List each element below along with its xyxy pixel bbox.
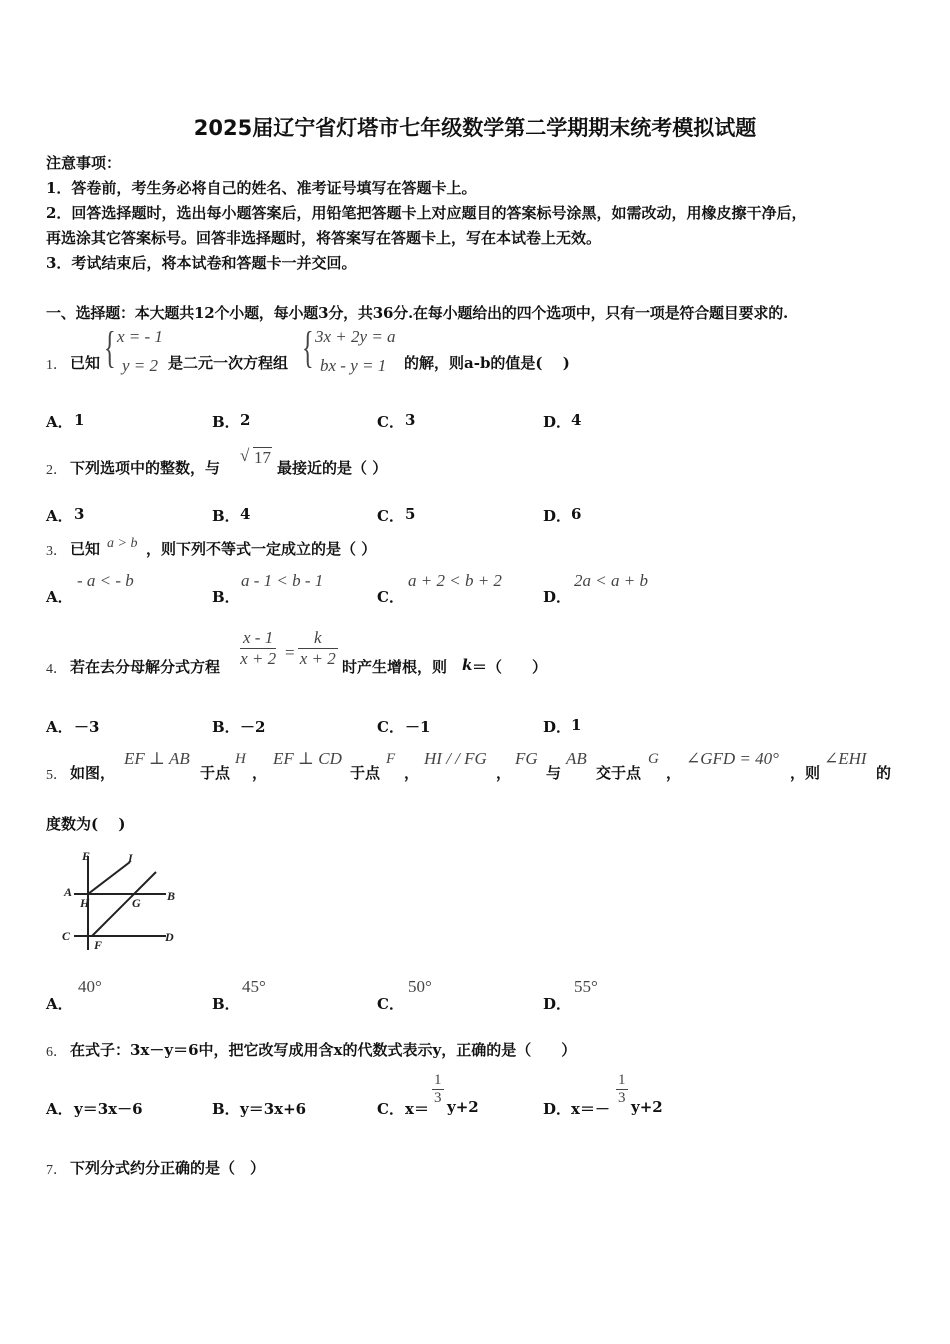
fraction — [240, 628, 276, 669]
option-text: x＝ — [405, 1100, 429, 1118]
question-text: 最接近的是（ ） — [277, 459, 388, 477]
fraction-numerator: k — [298, 628, 338, 649]
question-text: ， — [252, 764, 268, 782]
option-label: C． — [377, 588, 404, 606]
math-expression: G — [648, 751, 659, 767]
figure-label: D — [165, 930, 174, 944]
fraction-denominator: 3 — [434, 1090, 442, 1106]
option-text: x＝－ — [571, 1100, 610, 1118]
page-title: 2025届辽宁省灯塔市七年级数学第二学期期末统考模拟试题 — [193, 116, 757, 140]
sqrt-symbol: √ — [240, 446, 250, 465]
math-expression: FG — [515, 749, 538, 768]
option-text: 45° — [242, 977, 266, 996]
figure-label: F — [94, 938, 103, 952]
option-label: B． — [212, 588, 240, 606]
question-text: 于点 — [200, 764, 231, 782]
option-text: 3 — [74, 505, 85, 523]
question-number: 5． — [46, 768, 67, 783]
option-label: D． — [543, 507, 572, 525]
figure-label: H — [80, 896, 90, 910]
option-label: C． — [377, 718, 404, 736]
option-text: y+2 — [631, 1098, 663, 1116]
math-expression: ∠EHI — [824, 749, 867, 768]
equation-line: x = - 1 — [117, 327, 163, 346]
question-text: ，则下列不等式一定成立的是（ ） — [146, 540, 377, 558]
question-text: 交于点 — [596, 764, 642, 782]
question-text: 度数为( ) — [46, 815, 126, 833]
option-text: y+2 — [447, 1098, 479, 1116]
equation-line: y = 2 — [122, 356, 159, 375]
question-text: 的 — [876, 764, 892, 782]
question-number: 1． — [46, 358, 67, 373]
question-text: 下列选项中的整数，与 — [70, 459, 221, 477]
math-expression: ∠GFD = 40° — [686, 749, 779, 768]
option-text: 2 — [240, 411, 251, 429]
question-text: 若在去分母解分式方程 — [70, 658, 221, 676]
option-label: A． — [46, 1100, 73, 1118]
option-label: D． — [543, 995, 572, 1013]
option-label: A． — [46, 995, 73, 1013]
option-label: C． — [377, 413, 404, 431]
option-text: 50° — [408, 977, 432, 996]
question-text: 于点 — [350, 764, 381, 782]
option-text: 6 — [571, 505, 582, 523]
option-label: C． — [377, 507, 404, 525]
option-text: a - 1 < b - 1 — [241, 571, 324, 590]
option-label: A． — [46, 413, 73, 431]
option-text: －2 — [240, 718, 266, 736]
question-variable: k — [462, 656, 473, 674]
option-label: B． — [212, 995, 240, 1013]
question-number: 7． — [46, 1163, 67, 1178]
option-label: D． — [543, 1100, 572, 1118]
question-number: 6． — [46, 1045, 67, 1060]
question-text: ， — [404, 764, 420, 782]
question-text: 的解，则a-b的值是( ) — [404, 354, 570, 372]
option-label: D． — [543, 588, 572, 606]
fraction-denominator: x + 2 — [240, 649, 277, 668]
question-text: 时产生增根，则 — [342, 658, 448, 676]
option-text: 1 — [74, 411, 85, 429]
fraction — [298, 628, 338, 669]
question-text: 是二元一次方程组 — [168, 354, 289, 372]
figure-label: I — [128, 851, 133, 865]
option-label: B． — [212, 718, 240, 736]
math-expression: AB — [566, 749, 587, 768]
fraction-numerator: 1 — [618, 1072, 626, 1088]
option-label: D． — [543, 413, 572, 431]
option-text: a + 2 < b + 2 — [408, 571, 502, 590]
line-hi — [88, 862, 130, 894]
notice-heading: 注意事项： — [46, 154, 122, 172]
fraction-numerator: 1 — [434, 1072, 442, 1088]
option-text: y＝3x－6 — [74, 1100, 143, 1118]
radicand: 17 — [254, 448, 271, 467]
question-text: ， — [666, 764, 682, 782]
question-text: 下列分式约分正确的是（ ） — [70, 1159, 266, 1177]
question-text: ＝（ ） — [472, 658, 548, 676]
option-text: 5 — [405, 505, 416, 523]
notice-item: 3．考试结束后，将本试卷和答题卡一并交回。 — [46, 254, 357, 272]
option-text: 2a < a + b — [574, 571, 648, 590]
fraction — [616, 1072, 628, 1107]
question-text: ， — [496, 764, 512, 782]
question-text: 在式子：3x－y＝6中，把它改写成用含x的代数式表示y，正确的是（ ） — [70, 1041, 577, 1059]
option-label: D． — [543, 718, 572, 736]
figure-label: G — [132, 896, 141, 910]
option-text: y＝3x+6 — [240, 1100, 307, 1118]
figure-label: E — [82, 849, 91, 863]
figure-label: B — [167, 889, 176, 903]
option-text: 55° — [574, 977, 598, 996]
option-label: A． — [46, 718, 73, 736]
brace-icon: { — [302, 323, 314, 372]
figure-label: A — [64, 885, 73, 899]
geometry-figure — [58, 848, 184, 956]
math-expression: HI / / FG — [424, 749, 487, 768]
math-expression: H — [235, 751, 246, 767]
equals-sign: = — [285, 643, 295, 662]
question-text: 已知 — [70, 354, 101, 372]
equation-line: 3x + 2y = a — [315, 327, 396, 346]
fraction-numerator: x - 1 — [240, 628, 276, 649]
figure-label: C — [62, 929, 71, 943]
option-text: - a < - b — [77, 571, 134, 590]
option-label: B． — [212, 1100, 240, 1118]
option-label: C． — [377, 995, 404, 1013]
option-text: 1 — [571, 716, 582, 734]
fraction-denominator: x + 2 — [299, 649, 336, 668]
question-text: 如图， — [70, 764, 116, 782]
condition: a > b — [107, 536, 138, 551]
option-label: C． — [377, 1100, 404, 1118]
math-expression: EF ⊥ CD — [273, 749, 342, 768]
option-text: 3 — [405, 411, 416, 429]
option-text: －3 — [74, 718, 100, 736]
notice-item: 再选涂其它答案标号。回答非选择题时，将答案写在答题卡上，写在本试卷上无效。 — [46, 229, 602, 247]
brace-icon: { — [104, 323, 116, 372]
question-text: 与 — [546, 764, 562, 782]
math-expression: F — [386, 751, 396, 767]
option-text: 40° — [78, 977, 102, 996]
option-label: A． — [46, 507, 73, 525]
section-heading: 一、选择题：本大题共12个小题，每小题3分，共36分.在每小题给出的四个选项中，只有一项是符合题目要求的. — [46, 304, 789, 322]
option-text: 4 — [571, 411, 582, 429]
option-label: B． — [212, 413, 240, 431]
question-text: 已知 — [70, 540, 101, 558]
option-label: B． — [212, 507, 240, 525]
option-label: A． — [46, 588, 73, 606]
fraction — [432, 1072, 444, 1107]
question-text: ，则 — [790, 764, 821, 782]
option-text: －1 — [405, 718, 431, 736]
option-text: 4 — [240, 505, 251, 523]
line-fg — [92, 872, 156, 936]
question-number: 4． — [46, 662, 67, 677]
fraction-denominator: 3 — [618, 1090, 626, 1106]
notice-item: 1．答卷前，考生务必将自己的姓名、准考证号填写在答题卡上。 — [46, 179, 477, 197]
math-expression: EF ⊥ AB — [124, 749, 190, 768]
notice-item: 2．回答选择题时，选出每小题答案后，用铅笔把答题卡上对应题目的答案标号涂黑，如需改动，用橡皮擦干净后， — [46, 204, 807, 222]
equation-line: bx - y = 1 — [320, 356, 387, 375]
question-number: 3． — [46, 544, 67, 559]
question-number: 2． — [46, 463, 67, 478]
